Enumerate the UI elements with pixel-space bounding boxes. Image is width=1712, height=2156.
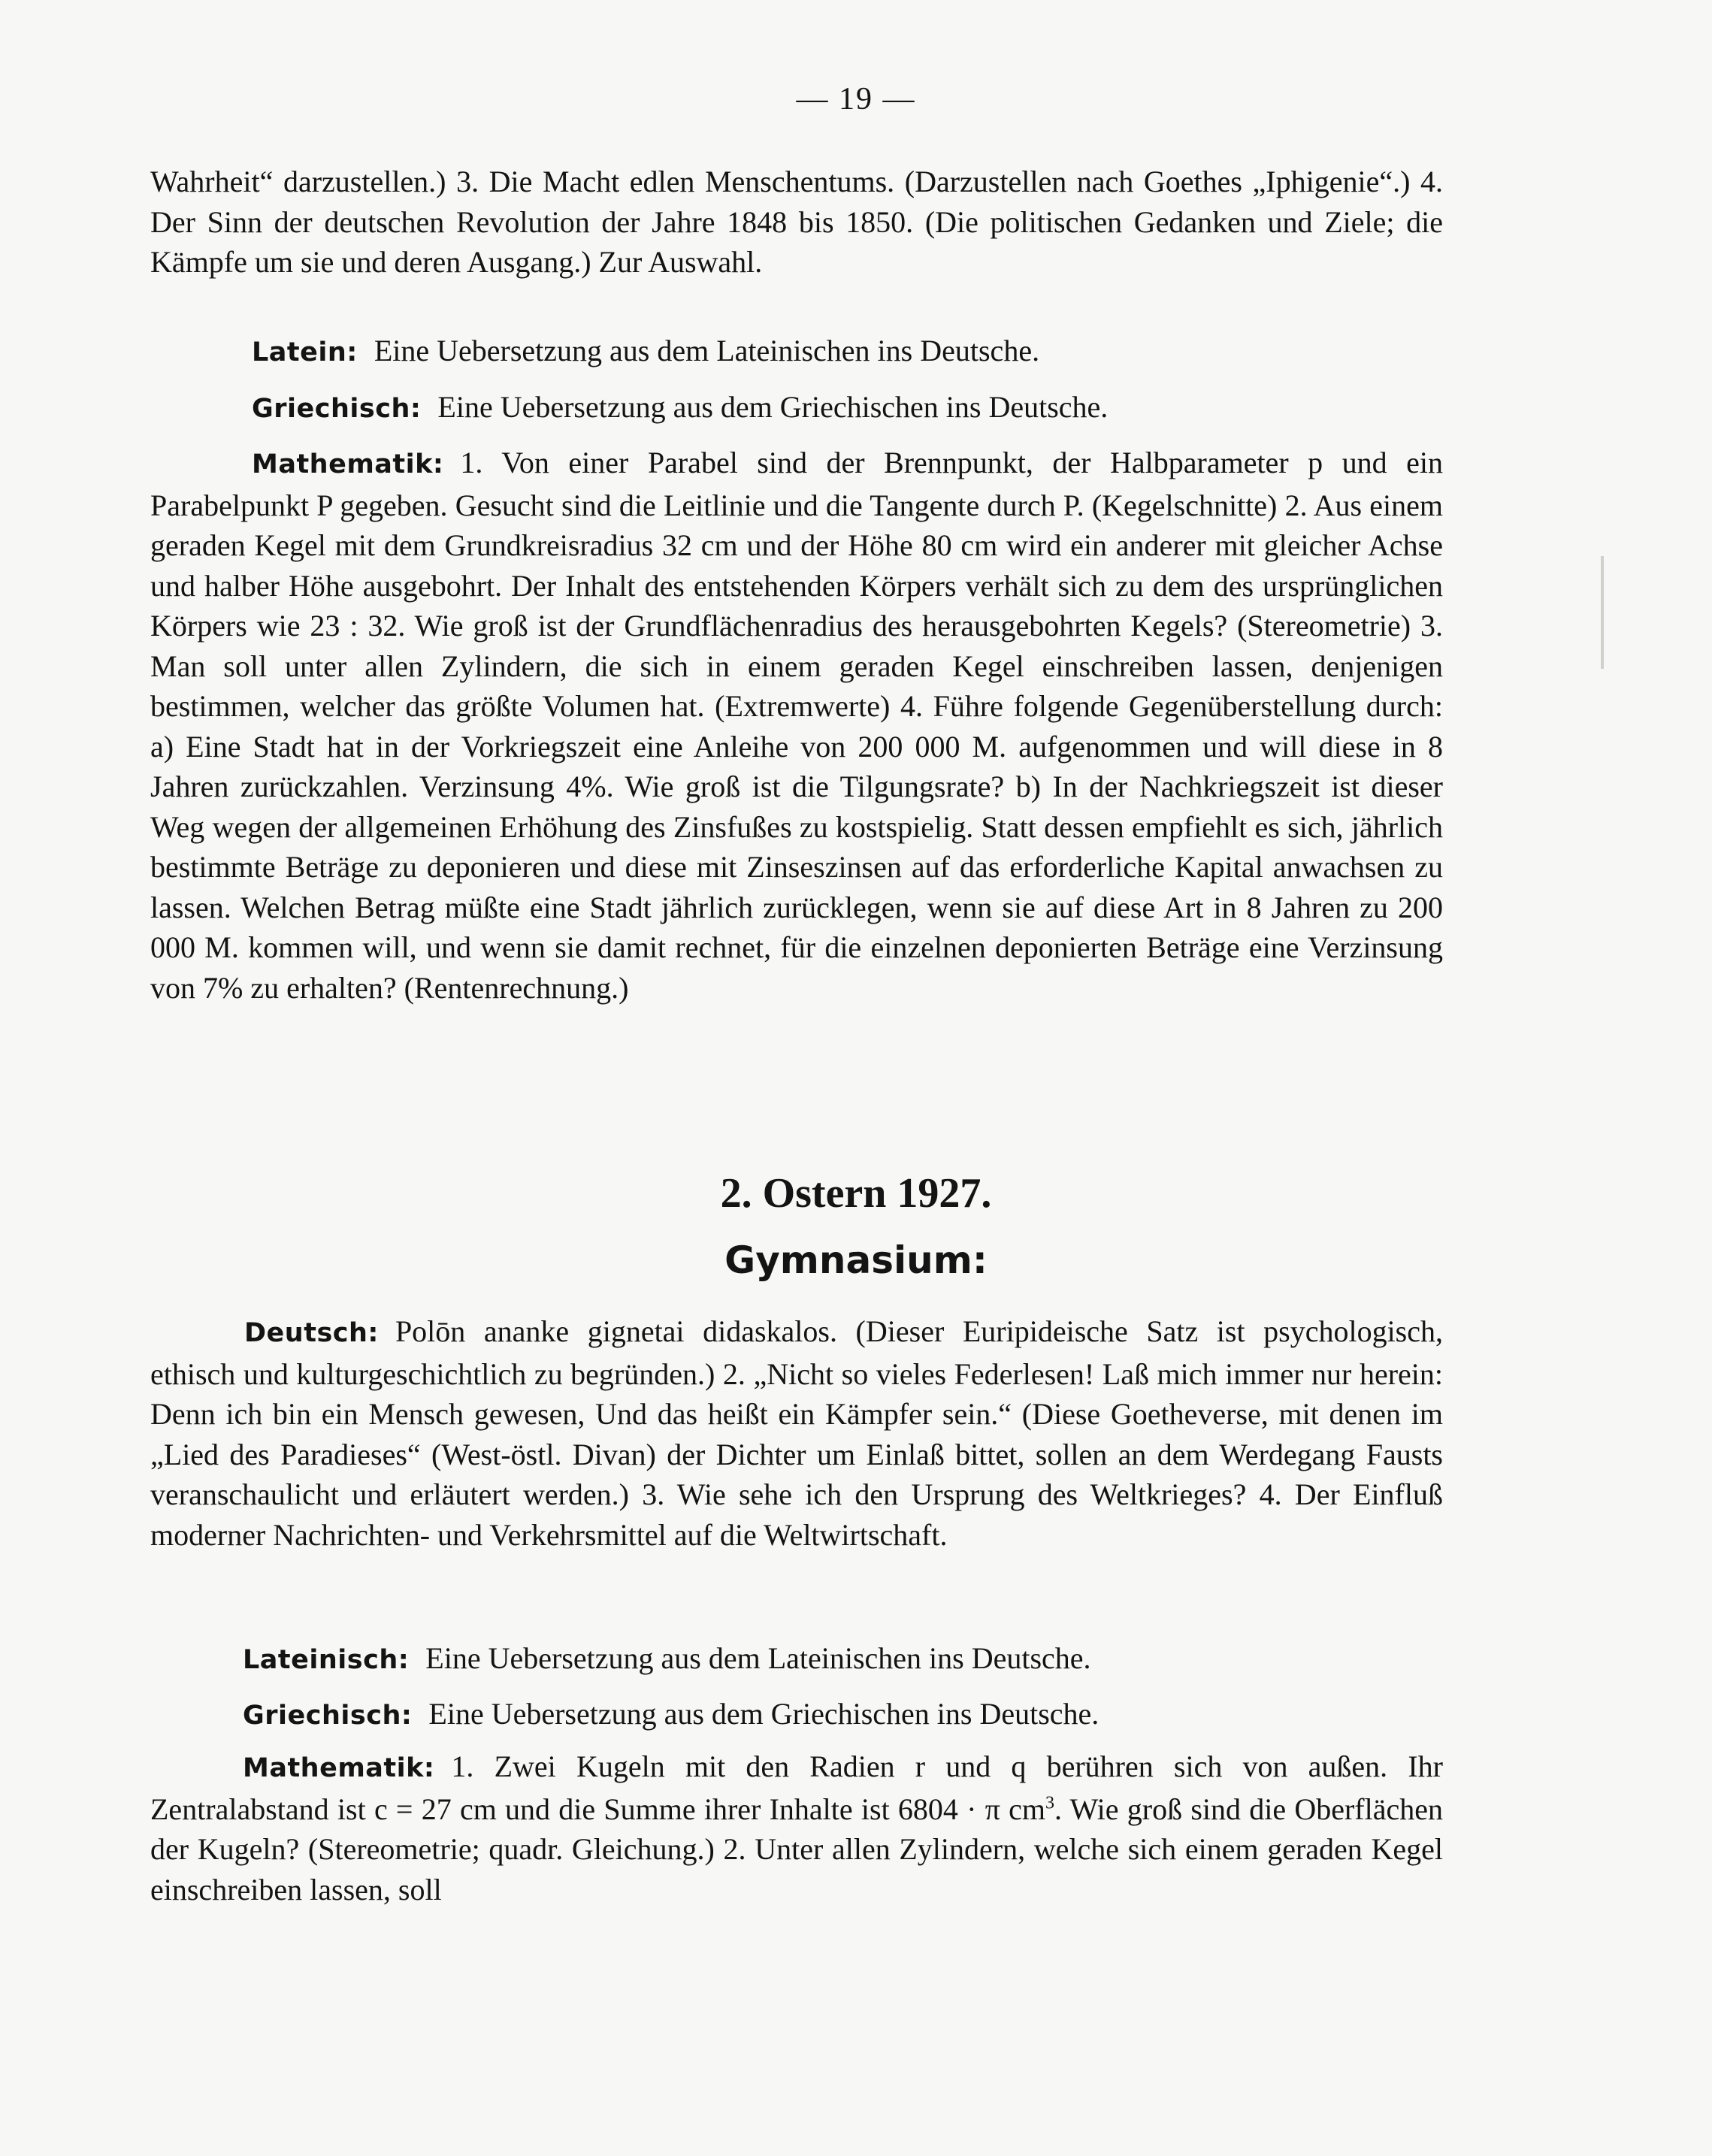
lateinisch-text: Eine Uebersetzung aus dem Lateinischen ins Deutsche.	[425, 1641, 1091, 1675]
deutsch-label: Deutsch:	[244, 1318, 379, 1348]
griechisch-line	[252, 387, 1108, 430]
latein-label: Latein:	[252, 337, 358, 367]
section-heading: 2. Ostern 1927.	[720, 1170, 992, 1217]
mathematik-paragraph-2	[150, 1746, 1443, 1910]
griechisch-text-2: Eine Uebersetzung aus dem Griechischen ins Deutsche.	[428, 1697, 1099, 1731]
section-subheading: Gymnasium:	[724, 1238, 988, 1282]
mathematik-text-2b: . Wie groß sind die Oberflächen der Kugeln? (Stereometrie; quadr. Gleichung.) 2. Unter allen Zylindern, welche sich einem geraden Kegel einschreiben lassen, soll	[150, 1792, 1443, 1907]
mathematik-label-2: Mathematik:	[243, 1753, 435, 1783]
latein-text: Eine Uebersetzung aus dem Lateinischen ins Deutsche.	[374, 334, 1040, 367]
paper-bleed-mark	[1601, 556, 1604, 669]
griechisch-line-2	[243, 1694, 1099, 1737]
page-number: — 19 —	[796, 82, 916, 116]
griechisch-label-2: Griechisch:	[243, 1701, 413, 1731]
griechisch-label: Griechisch:	[252, 394, 422, 424]
lateinisch-label: Lateinisch:	[243, 1645, 410, 1675]
deutsch-text: Polōn ananke gignetai didaskalos. (Dieser Euripideische Satz ist psychologisch, ethisch und kulturgeschichtlich zu begründen.) 2. „Nicht so vieles Federlesen! Laß mich immer nur herein: Denn ich bin ein Mensch gewesen, Und das heißt ein Kämpfer sein.“ (Diese Goetheverse, mit denen im „Lied des Paradieses“ (West-östl. Divan) der Dichter um Einlaß bittet, sollen an dem Werdegang Fausts veranschaulicht und erläutert werden.) 3. Wie sehe ich den Ursprung des Weltkrieges? 4. Der Einfluß moderner Nachrichten- und Verkehrsmittel auf die Weltwirtschaft.	[150, 1314, 1443, 1552]
mathematik-label: Mathematik:	[252, 449, 444, 479]
lateinisch-line	[243, 1638, 1091, 1681]
cubic-superscript: 3	[1045, 1793, 1054, 1813]
griechisch-text: Eine Uebersetzung aus dem Griechischen ins Deutsche.	[437, 390, 1109, 424]
continuation-paragraph: Wahrheit“ darzustellen.) 3. Die Macht edlen Menschentums. (Darzustellen nach Goethes „Iphigenie“.) 4. Der Sinn der deutschen Revolution der Jahre 1848 bis 1850. (Die politischen Gedanken und Ziele; die Kämpfe um sie und deren Ausgang.) Zur Auswahl.	[150, 165, 1443, 279]
mathematik-paragraph	[150, 443, 1443, 1008]
latein-line	[252, 331, 1039, 373]
deutsch-paragraph	[150, 1311, 1443, 1555]
mathematik-text-2a: 1. Zwei Kugeln mit den Radien r und q berühren sich von außen. Ihr Zentralabstand ist c = 27 cm und die Summe ihrer Inhalte ist 6804 · π cm	[150, 1749, 1443, 1826]
mathematik-text: 1. Von einer Parabel sind der Brennpunkt, der Halbparameter p und ein Parabelpunkt P gegeben. Gesucht sind die Leitlinie und die Tangente durch P. (Kegelschnitte) 2. Aus einem geraden Kegel mit dem Grundkreisradius 32 cm und der Höhe 80 cm wird ein anderer mit gleicher Achse und halber Höhe ausgebohrt. Der Inhalt des entstehenden Körpers verhält sich zu dem des ursprünglichen Körpers wie 23 : 32. Wie groß ist der Grundflächenradius des herausgebohrten Kegels? (Stereometrie) 3. Man soll unter allen Zylindern, die sich in einem geraden Kegel einschreiben lassen, denjenigen bestimmen, welcher das größte Volumen hat. (Extremwerte) 4. Führe folgende Gegenüberstellung durch: a) Eine Stadt hat in der Vorkriegszeit eine Anleihe von 200 000 M. aufgenommen und will diese in 8 Jahren zurückzahlen. Verzinsung 4%. Wie groß ist die Tilgungsrate? b) In der Nachkriegszeit ist dieser Weg wegen der allgemeinen Erhöhung des Zinsfußes zu kostspielig. Statt dessen empfiehlt es sich, jährlich bestimmte Beträge zu deponieren und diese mit Zinseszinsen auf das erforderliche Kapital anwachsen zu lassen. Welchen Betrag müßte eine Stadt jährlich zurücklegen, wenn sie auf diese Art in 8 Jahren zu 200 000 M. kommen will, und wenn sie damit rechnet, für die einzelnen deponierten Beträge eine Verzinsung von 7% zu erhalten? (Rentenrechnung.)	[150, 446, 1443, 1005]
